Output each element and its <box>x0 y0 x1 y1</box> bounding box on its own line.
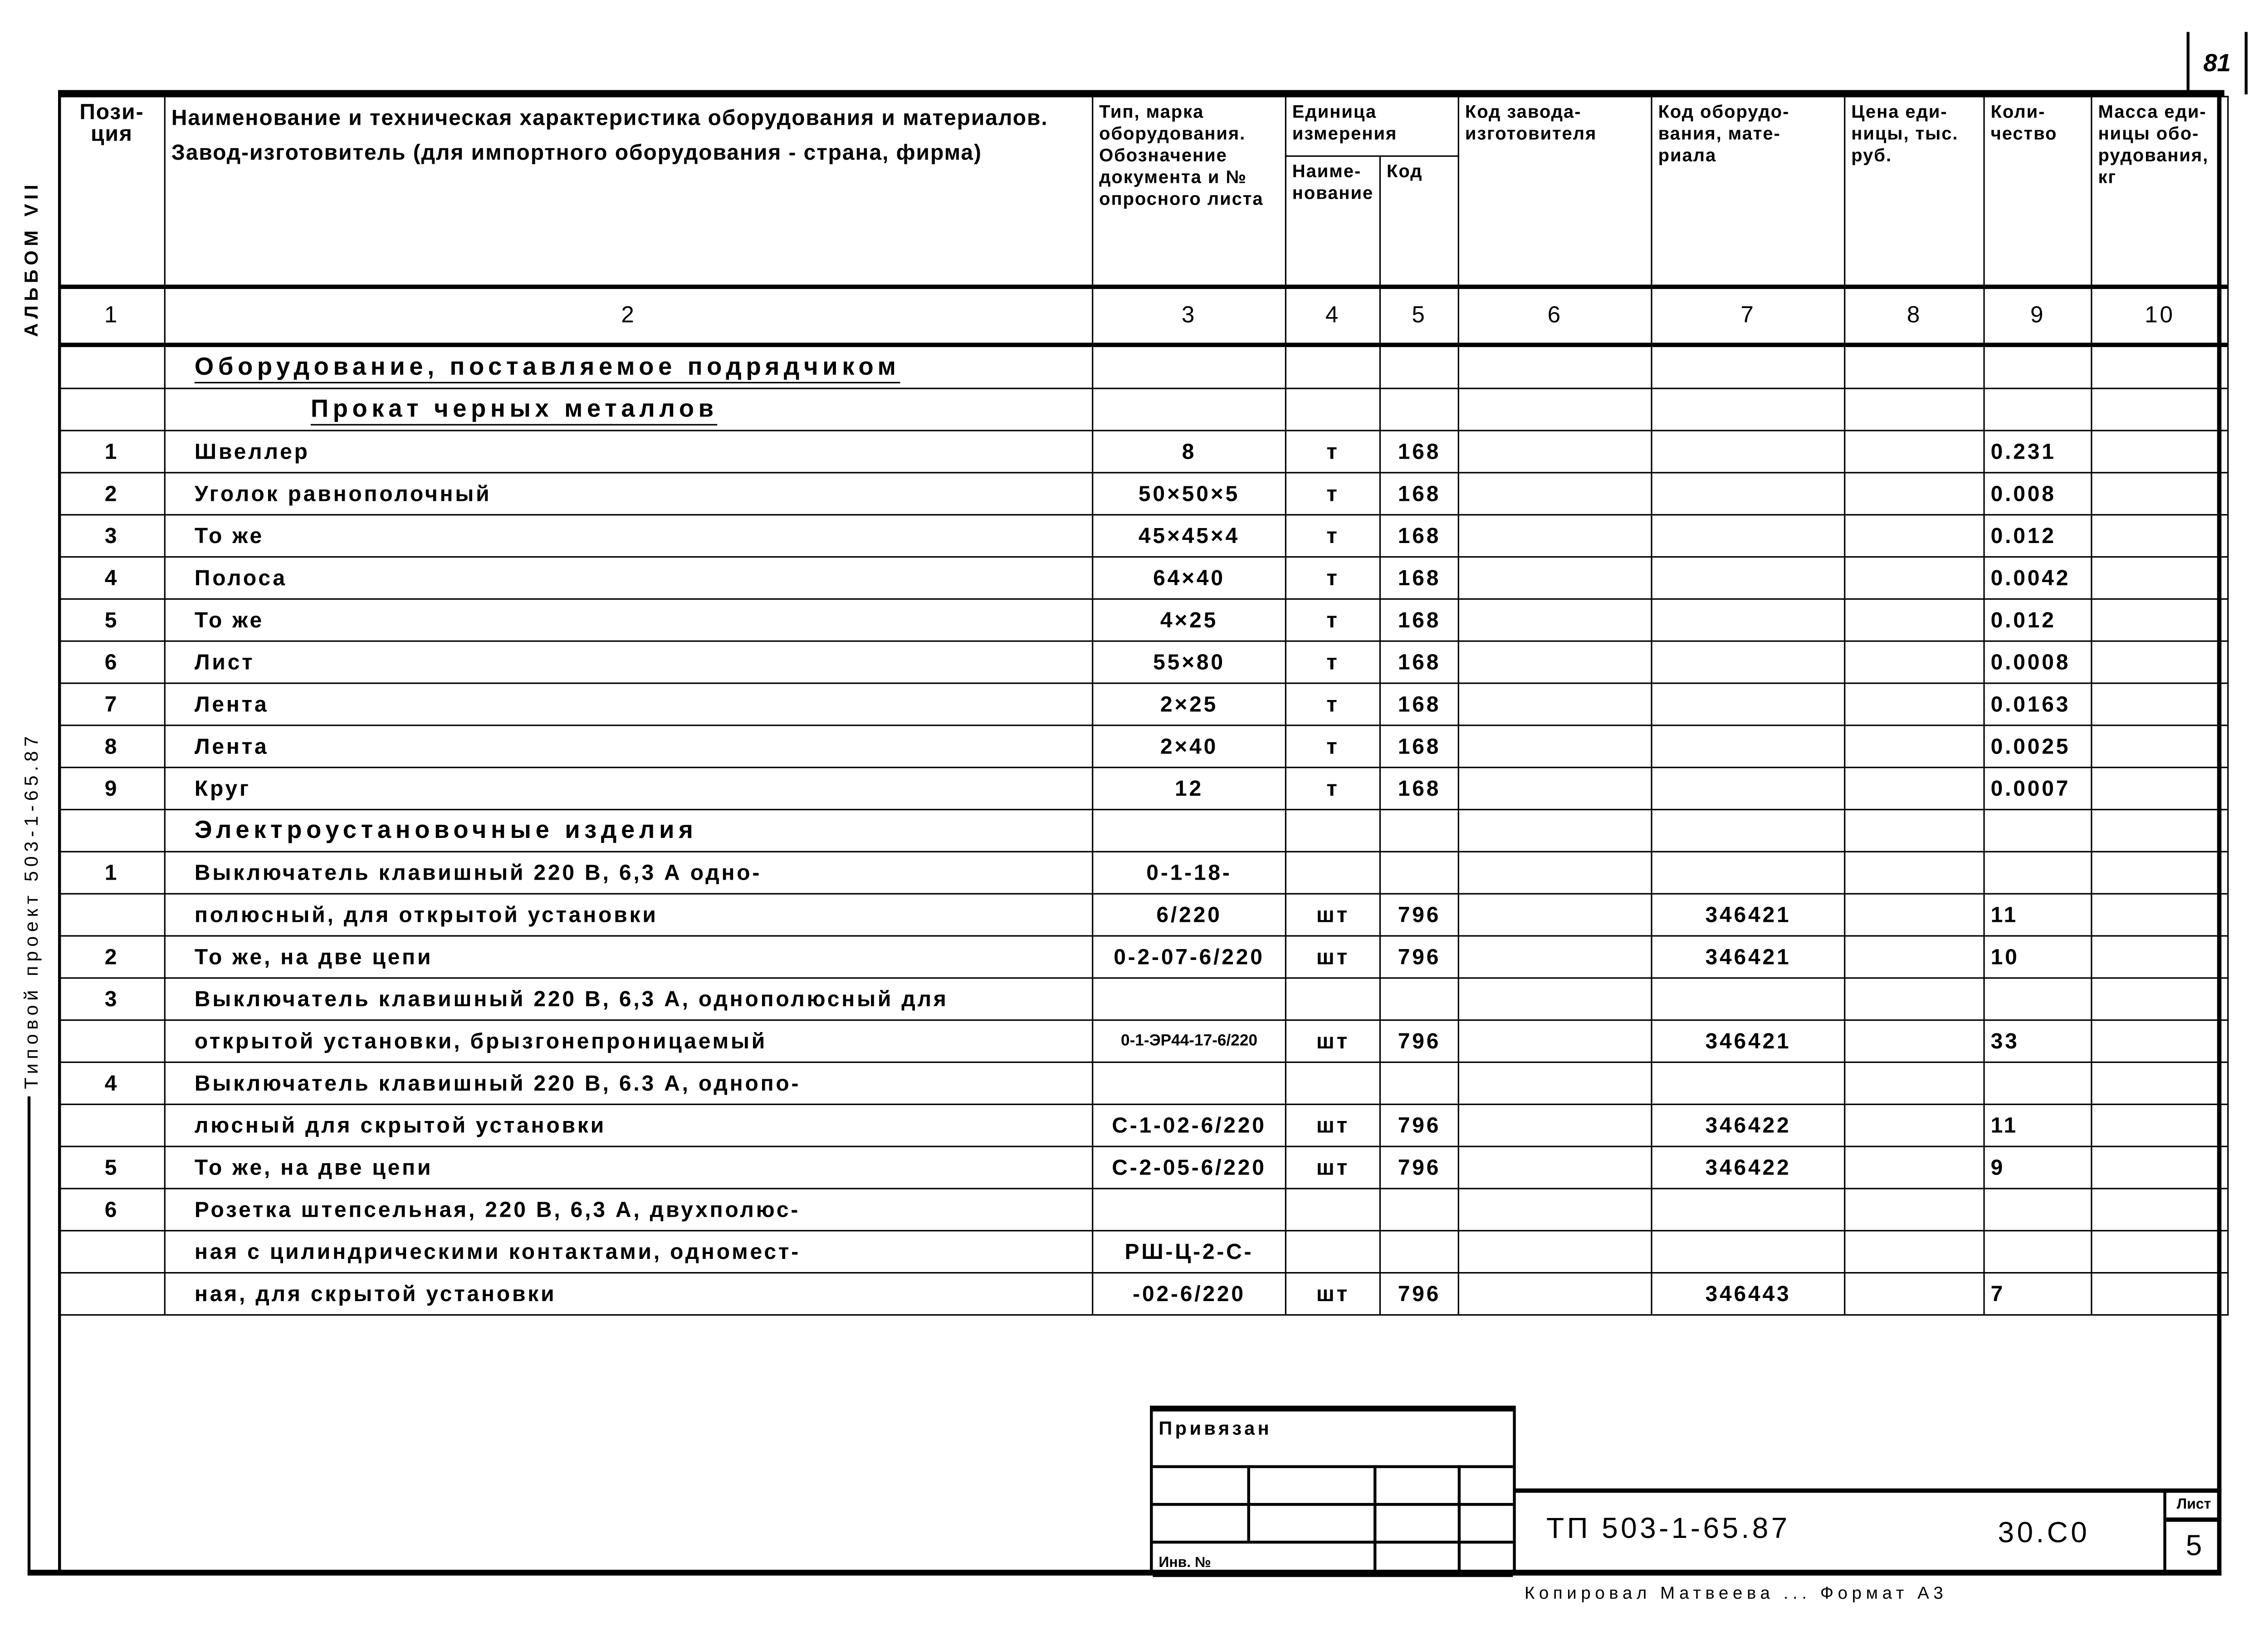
cell-unit-code: 168 <box>1380 515 1459 557</box>
cell-quantity: 11 <box>1984 1104 2092 1146</box>
cell-position: 8 <box>59 725 165 768</box>
column-number: 1 <box>59 287 165 345</box>
cell-factory-code <box>1458 1146 1652 1189</box>
cell-unit-name: т <box>1286 599 1380 641</box>
cell-material-code <box>1652 978 1845 1020</box>
section-heading: Электроустановочные изделия <box>194 816 698 844</box>
cell-price <box>1845 978 1984 1020</box>
cell-unit-name: т <box>1286 515 1380 557</box>
cell-mass <box>2092 978 2228 1020</box>
cell-position: 4 <box>59 1062 165 1104</box>
cell-unit-name <box>1286 345 1380 388</box>
cell-material-code: 346443 <box>1652 1273 1845 1315</box>
cell-type: 8 <box>1093 431 1286 473</box>
cell-quantity <box>1984 1189 2092 1231</box>
cell-unit-name: т <box>1286 431 1380 473</box>
cell-factory-code <box>1458 1062 1652 1104</box>
table-row <box>59 345 2228 388</box>
cell-unit-code: 796 <box>1380 1104 1459 1146</box>
cell-name: Лента <box>165 725 1092 768</box>
cell-position: 2 <box>59 473 165 515</box>
cell-factory-code <box>1458 1189 1652 1231</box>
cell-position <box>59 345 165 388</box>
section-heading: Оборудование, поставляемое подрядчиком <box>195 353 900 383</box>
cell-name: Лист <box>165 641 1092 683</box>
cell-position: 7 <box>59 683 165 725</box>
cell-unit-code: 168 <box>1380 473 1459 515</box>
cell-name: Розетка штепсельная, 220 В, 6,3 А, двухполюс- <box>165 1189 1092 1231</box>
binding-strip-line <box>28 1097 30 1576</box>
cell-price <box>1845 473 1984 515</box>
stamp-line <box>1374 1465 1376 1576</box>
cell-mass <box>2092 894 2228 936</box>
header-position: Пози-ция <box>59 97 165 287</box>
cell-material-code <box>1652 345 1845 388</box>
cell-material-code <box>1652 1062 1845 1104</box>
binding-stamp <box>1150 1405 1516 1576</box>
cell-price <box>1845 1104 1984 1146</box>
header-mass: Масса еди-ницы обо-рудования, кг <box>2092 97 2228 287</box>
sheet-box <box>2163 1493 2221 1576</box>
cell-unit-name <box>1286 388 1380 431</box>
cell-type: 0-1-18- <box>1093 852 1286 894</box>
cell-mass <box>2092 557 2228 599</box>
table-row <box>59 725 2228 768</box>
table-body <box>59 345 2228 1315</box>
cell-quantity: 0.0042 <box>1984 557 2092 599</box>
cell-name: Уголок равнополочный <box>165 473 1092 515</box>
cell-unit-code <box>1380 345 1459 388</box>
cell-mass <box>2092 725 2228 768</box>
table-row <box>59 768 2228 810</box>
cell-position <box>59 810 165 852</box>
cell-quantity: 9 <box>1984 1146 2092 1189</box>
cell-material-code <box>1652 599 1845 641</box>
cell-name: То же <box>165 599 1092 641</box>
cell-material-code <box>1652 515 1845 557</box>
cell-factory-code <box>1458 557 1652 599</box>
cell-unit-code <box>1380 1062 1459 1104</box>
album-label: АЛЬБОМ VII <box>20 180 42 337</box>
table-row <box>59 978 2228 1020</box>
specification-table <box>58 96 2229 1316</box>
cell-mass <box>2092 473 2228 515</box>
cell-type <box>1093 810 1286 852</box>
cell-position <box>59 388 165 431</box>
cell-unit-code: 168 <box>1380 599 1459 641</box>
cell-quantity <box>1984 978 2092 1020</box>
cell-price <box>1845 1273 1984 1315</box>
cell-unit-code: 796 <box>1380 894 1459 936</box>
cell-name: люсный для скрытой установки <box>165 1104 1092 1146</box>
sheet-number: 81 <box>2187 32 2248 94</box>
cell-position: 6 <box>59 1189 165 1231</box>
inventory-label: Инв. № <box>1158 1555 1211 1571</box>
cell-factory-code <box>1458 683 1652 725</box>
cell-factory-code <box>1458 810 1652 852</box>
cell-unit-code: 168 <box>1380 683 1459 725</box>
cell-factory-code <box>1458 431 1652 473</box>
cell-mass <box>2092 768 2228 810</box>
cell-unit-name: шт <box>1286 1104 1380 1146</box>
cell-type: 2×25 <box>1093 683 1286 725</box>
cell-price <box>1845 1189 1984 1231</box>
cell-name: Выключатель клавишный 220 В, 6.3 А, однопо- <box>165 1062 1092 1104</box>
cell-name: То же <box>165 515 1092 557</box>
cell-unit-code: 796 <box>1380 936 1459 978</box>
cell-factory-code <box>1458 1231 1652 1273</box>
cell-quantity: 0.0025 <box>1984 725 2092 768</box>
cell-material-code <box>1652 768 1845 810</box>
cell-factory-code <box>1458 852 1652 894</box>
stamp-line <box>1247 1465 1250 1541</box>
cell-factory-code <box>1458 725 1652 768</box>
cell-type: 0-2-07-6/220 <box>1093 936 1286 978</box>
cell-mass <box>2092 1273 2228 1315</box>
cell-material-code <box>1652 431 1845 473</box>
cell-quantity: 10 <box>1984 936 2092 978</box>
cell-material-code <box>1652 388 1845 431</box>
project-label: Типовой проект 503-1-65.87 <box>20 732 42 1089</box>
header-material-code: Код оборудо-вания, мате-риала <box>1652 97 1845 287</box>
cell-type: С-2-05-6/220 <box>1093 1146 1286 1189</box>
cell-name: Выключатель клавишный 220 В, 6,3 А одно- <box>165 852 1092 894</box>
cell-price <box>1845 725 1984 768</box>
cell-unit-code: 796 <box>1380 1020 1459 1062</box>
cell-factory-code <box>1458 388 1652 431</box>
cell-material-code: 346421 <box>1652 1020 1845 1062</box>
cell-price <box>1845 852 1984 894</box>
column-number: 9 <box>1984 287 2092 345</box>
cell-quantity: 0.231 <box>1984 431 2092 473</box>
cell-type: -02-6/220 <box>1093 1273 1286 1315</box>
project-code: ТП 503-1-65.87 <box>1546 1513 1790 1545</box>
cell-mass <box>2092 345 2228 388</box>
cell-position <box>59 1231 165 1273</box>
cell-unit-code <box>1380 852 1459 894</box>
cell-quantity <box>1984 810 2092 852</box>
cell-position: 3 <box>59 978 165 1020</box>
column-number: 6 <box>1458 287 1652 345</box>
table-row <box>59 1104 2228 1146</box>
cell-unit-name: т <box>1286 473 1380 515</box>
table-row <box>59 1146 2228 1189</box>
cell-unit-name <box>1286 1062 1380 1104</box>
cell-position: 3 <box>59 515 165 557</box>
stamp-label: Привязан <box>1158 1417 1272 1439</box>
cell-type: 12 <box>1093 768 1286 810</box>
table-row <box>59 852 2228 894</box>
cell-unit-code: 796 <box>1380 1273 1459 1315</box>
cell-mass <box>2092 1020 2228 1062</box>
cell-quantity: 0.012 <box>1984 599 2092 641</box>
cell-material-code: 346421 <box>1652 936 1845 978</box>
cell-unit-name <box>1286 978 1380 1020</box>
cell-unit-code: 168 <box>1380 641 1459 683</box>
cell-price <box>1845 683 1984 725</box>
cell-mass <box>2092 1146 2228 1189</box>
cell-factory-code <box>1458 473 1652 515</box>
cell-unit-code: 168 <box>1380 431 1459 473</box>
title-block <box>1515 1488 2222 1576</box>
cell-type: 0-1-ЭР44-17-6/220 <box>1093 1020 1286 1062</box>
column-number: 10 <box>2092 287 2228 345</box>
cell-name: Лента <box>165 683 1092 725</box>
table-row <box>59 936 2228 978</box>
cell-factory-code <box>1458 978 1652 1020</box>
cell-position: 2 <box>59 936 165 978</box>
header-factory-code: Код завода-изготовителя <box>1458 97 1652 287</box>
cell-type <box>1093 1189 1286 1231</box>
cell-unit-code <box>1380 1189 1459 1231</box>
cell-price <box>1845 768 1984 810</box>
cell-unit-code: 168 <box>1380 557 1459 599</box>
table-row <box>59 388 2228 431</box>
table-row <box>59 641 2228 683</box>
cell-quantity: 0.0163 <box>1984 683 2092 725</box>
cell-material-code: 346422 <box>1652 1104 1845 1146</box>
column-number: 5 <box>1380 287 1459 345</box>
stamp-line <box>1458 1465 1460 1576</box>
cell-position: 5 <box>59 1146 165 1189</box>
table-row <box>59 1273 2228 1315</box>
cell-name: То же, на две цепи <box>165 936 1092 978</box>
cell-unit-name <box>1286 1231 1380 1273</box>
cell-mass <box>2092 1189 2228 1231</box>
table-row <box>59 557 2228 599</box>
cell-factory-code <box>1458 515 1652 557</box>
cell-unit-code <box>1380 1231 1459 1273</box>
cell-material-code <box>1652 683 1845 725</box>
cell-unit-name: т <box>1286 683 1380 725</box>
cell-factory-code <box>1458 641 1652 683</box>
cell-quantity <box>1984 852 2092 894</box>
cell-name: ная, для скрытой установки <box>165 1273 1092 1315</box>
cell-price <box>1845 641 1984 683</box>
cell-factory-code <box>1458 936 1652 978</box>
cell-price <box>1845 936 1984 978</box>
cell-mass <box>2092 1231 2228 1273</box>
table-row <box>59 1189 2228 1231</box>
cell-type: 50×50×5 <box>1093 473 1286 515</box>
cell-mass <box>2092 683 2228 725</box>
cell-price <box>1845 1062 1984 1104</box>
cell-quantity: 0.012 <box>1984 515 2092 557</box>
cell-unit-code <box>1380 388 1459 431</box>
cell-material-code <box>1652 852 1845 894</box>
cell-unit-name: шт <box>1286 1146 1380 1189</box>
cell-unit-code: 168 <box>1380 725 1459 768</box>
cell-mass <box>2092 388 2228 431</box>
cell-name: Выключатель клавишный 220 В, 6,3 А, однополюсный для <box>165 978 1092 1020</box>
cell-type: 6/220 <box>1093 894 1286 936</box>
header-unit-name: Наиме-нование <box>1286 156 1380 287</box>
column-number: 7 <box>1652 287 1845 345</box>
cell-position: 4 <box>59 557 165 599</box>
cell-mass <box>2092 641 2228 683</box>
cell-price <box>1845 1231 1984 1273</box>
cell-name: ная с цилиндрическими контактами, одномест- <box>165 1231 1092 1273</box>
cell-price <box>1845 599 1984 641</box>
cell-quantity: 0.0008 <box>1984 641 2092 683</box>
cell-type: РШ-Ц-2-С- <box>1093 1231 1286 1273</box>
cell-factory-code <box>1458 894 1652 936</box>
cell-factory-code <box>1458 768 1652 810</box>
cell-quantity: 0.008 <box>1984 473 2092 515</box>
cell-unit-name: т <box>1286 768 1380 810</box>
cell-position: 6 <box>59 641 165 683</box>
cell-name: Полоса <box>165 557 1092 599</box>
cell-mass <box>2092 936 2228 978</box>
cell-quantity <box>1984 1231 2092 1273</box>
cell-material-code <box>1652 1231 1845 1273</box>
cell-type: С-1-02-6/220 <box>1093 1104 1286 1146</box>
cell-name: открытой установки, брызгонепроницаемый <box>165 1020 1092 1062</box>
cell-quantity: 0.0007 <box>1984 768 2092 810</box>
cell-factory-code <box>1458 1104 1652 1146</box>
cell-position <box>59 1273 165 1315</box>
cell-material-code <box>1652 473 1845 515</box>
cell-quantity <box>1984 1062 2092 1104</box>
column-number: 8 <box>1845 287 1984 345</box>
cell-name <box>165 345 1092 388</box>
table-row <box>59 810 2228 852</box>
cell-type: 45×45×4 <box>1093 515 1286 557</box>
cell-factory-code <box>1458 599 1652 641</box>
cell-material-code: 346422 <box>1652 1146 1845 1189</box>
cell-unit-code <box>1380 810 1459 852</box>
cell-mass <box>2092 852 2228 894</box>
cell-type <box>1093 978 1286 1020</box>
cell-price <box>1845 388 1984 431</box>
cell-unit-name <box>1286 1189 1380 1231</box>
cell-factory-code <box>1458 1020 1652 1062</box>
cell-unit-name: шт <box>1286 936 1380 978</box>
cell-unit-code <box>1380 978 1459 1020</box>
cell-mass <box>2092 1062 2228 1104</box>
cell-quantity <box>1984 345 2092 388</box>
table-row <box>59 599 2228 641</box>
cell-quantity: 33 <box>1984 1020 2092 1062</box>
cell-price <box>1845 1020 1984 1062</box>
cell-type: 2×40 <box>1093 725 1286 768</box>
cell-mass <box>2092 810 2228 852</box>
header-name: Наименование и техническая характеристика оборудования и материалов. Завод-изготовитель (для импортного оборудования - страна, фирма) <box>165 97 1092 287</box>
cell-position: 1 <box>59 431 165 473</box>
cell-material-code <box>1652 725 1845 768</box>
cell-type <box>1093 1062 1286 1104</box>
cell-unit-name: шт <box>1286 1273 1380 1315</box>
cell-unit-name: т <box>1286 557 1380 599</box>
cell-name: Швеллер <box>165 431 1092 473</box>
cell-name <box>165 388 1092 431</box>
cell-quantity: 7 <box>1984 1273 2092 1315</box>
table-row <box>59 1062 2228 1104</box>
header-type: Тип, марка оборудования. Обозначение документа и № опросного листа <box>1093 97 1286 287</box>
cell-type <box>1093 345 1286 388</box>
drawing-mark: 30.С0 <box>1998 1517 2090 1550</box>
cell-name: То же, на две цепи <box>165 1146 1092 1189</box>
sheet-value: 5 <box>2185 1530 2202 1563</box>
cell-name <box>165 810 1092 852</box>
cell-quantity: 11 <box>1984 894 2092 936</box>
column-numbers-row <box>59 287 2228 345</box>
cell-unit-name: т <box>1286 725 1380 768</box>
cell-unit-name <box>1286 810 1380 852</box>
cell-unit-code: 168 <box>1380 768 1459 810</box>
cell-mass <box>2092 1104 2228 1146</box>
cell-unit-name: шт <box>1286 894 1380 936</box>
cell-price <box>1845 894 1984 936</box>
cell-price <box>1845 515 1984 557</box>
header-unit-code: Код <box>1380 156 1459 287</box>
cell-quantity <box>1984 388 2092 431</box>
binding-strip-bottom <box>28 1570 63 1576</box>
cell-price <box>1845 557 1984 599</box>
cell-price <box>1845 1146 1984 1189</box>
cell-position <box>59 1020 165 1062</box>
cell-material-code <box>1652 557 1845 599</box>
cell-factory-code <box>1458 1273 1652 1315</box>
cell-price <box>1845 810 1984 852</box>
cell-mass <box>2092 515 2228 557</box>
cell-type <box>1093 388 1286 431</box>
cell-position: 9 <box>59 768 165 810</box>
sheet-label: Лист <box>2166 1493 2222 1522</box>
cell-unit-code: 796 <box>1380 1146 1459 1189</box>
cell-type: 55×80 <box>1093 641 1286 683</box>
cell-name: полюсный, для открытой установки <box>165 894 1092 936</box>
copier-footer: Копировал Матвеева ... Формат А3 <box>1524 1582 1948 1603</box>
cell-material-code <box>1652 1189 1845 1231</box>
header-row <box>59 97 2228 156</box>
cell-mass <box>2092 431 2228 473</box>
cell-material-code: 346421 <box>1652 894 1845 936</box>
column-number: 2 <box>165 287 1092 345</box>
table-row <box>59 473 2228 515</box>
table-row <box>59 1020 2228 1062</box>
cell-position: 1 <box>59 852 165 894</box>
cell-position <box>59 894 165 936</box>
cell-price <box>1845 345 1984 388</box>
cell-unit-name: т <box>1286 641 1380 683</box>
cell-factory-code <box>1458 345 1652 388</box>
cell-type: 4×25 <box>1093 599 1286 641</box>
table-row <box>59 1231 2228 1273</box>
header-unit-group: Единица измерения <box>1286 97 1458 156</box>
cell-position <box>59 1104 165 1146</box>
cell-unit-name <box>1286 852 1380 894</box>
cell-mass <box>2092 599 2228 641</box>
column-number: 3 <box>1093 287 1286 345</box>
table-row <box>59 683 2228 725</box>
header-price: Цена еди-ницы, тыс. руб. <box>1845 97 1984 287</box>
cell-material-code <box>1652 641 1845 683</box>
cell-unit-name: шт <box>1286 1020 1380 1062</box>
table-row <box>59 894 2228 936</box>
cell-type: 64×40 <box>1093 557 1286 599</box>
cell-name: Круг <box>165 768 1092 810</box>
column-number: 4 <box>1286 287 1380 345</box>
table-row <box>59 431 2228 473</box>
table-row <box>59 515 2228 557</box>
cell-material-code <box>1652 810 1845 852</box>
subsection-heading: Прокат черных металлов <box>311 395 718 426</box>
header-quantity: Коли-чество <box>1984 97 2092 287</box>
cell-position: 5 <box>59 599 165 641</box>
cell-price <box>1845 431 1984 473</box>
